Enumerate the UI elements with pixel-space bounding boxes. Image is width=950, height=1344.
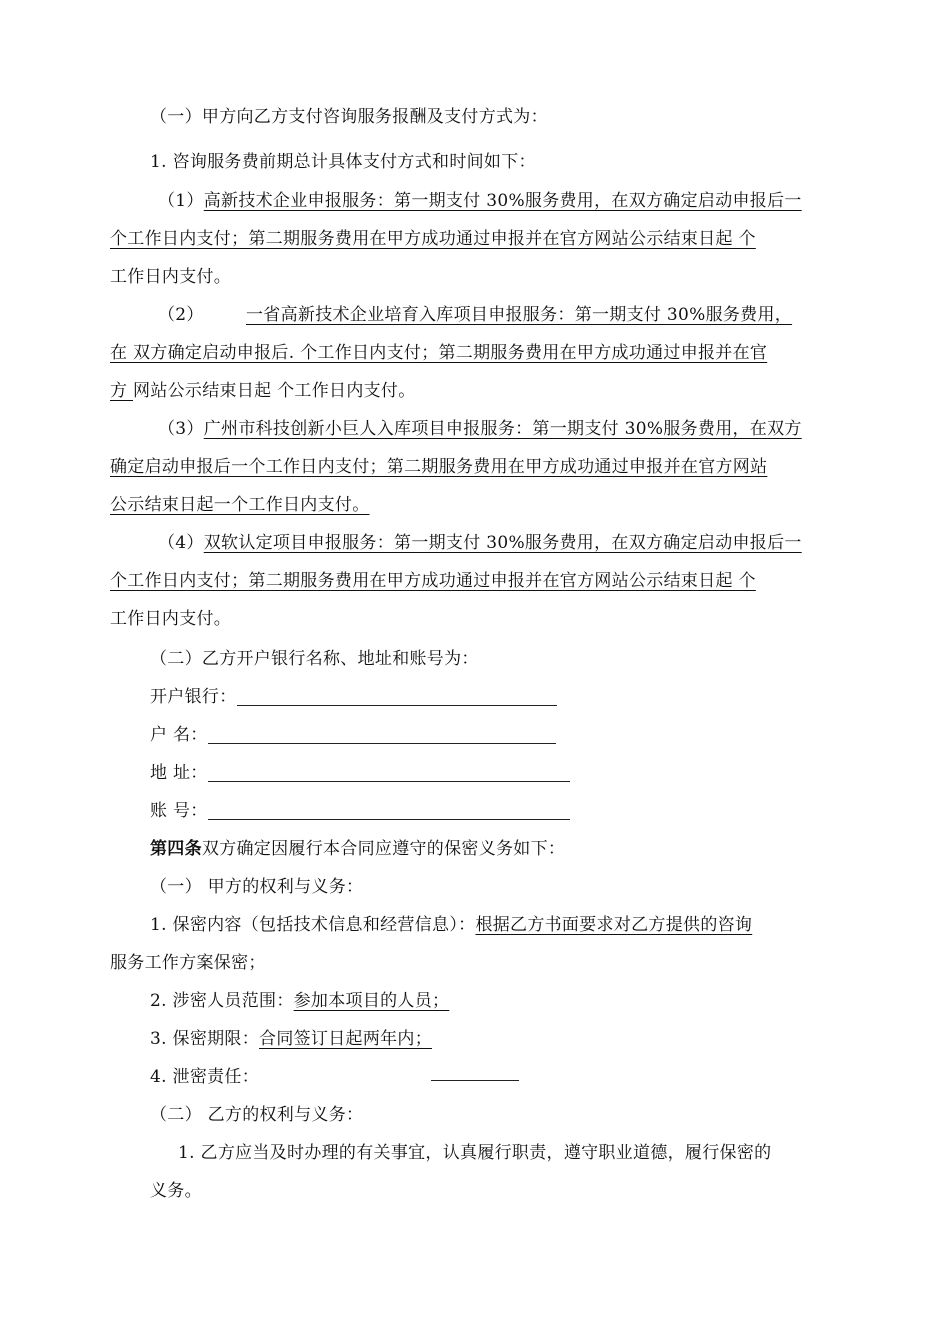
- bank-name-blank: [237, 687, 557, 706]
- clause-1-line-2: 个工作日内支付；第二期服务费用在甲方成功通过申报并在官方网站公示结束日起 个: [110, 229, 756, 249]
- account-holder-row: [150, 722, 556, 748]
- clause-3-line-1: [158, 416, 802, 442]
- party-b-item-1-line-1: 1. 乙方应当及时办理的有关事宜，认真履行职责，遵守职业道德，履行保密的: [178, 1143, 772, 1163]
- clause-2-line-2: 在 双方确定启动申报后. 个工作日内支付；第二期服务费用在甲方成功通过申报并在官: [110, 343, 768, 363]
- clause-1-line-1: [158, 188, 802, 214]
- section-payment-heading: （一）甲方向乙方支付咨询服务报酬及支付方式为：: [150, 107, 548, 127]
- bank-name-row: [150, 684, 557, 710]
- party-b-item-1-line-2: 义务。: [150, 1181, 202, 1201]
- clause-3-line-3: 公示结束日起一个工作日内支付。: [110, 495, 370, 515]
- party-a-item-2-value: 参加本项目的人员；: [293, 991, 450, 1011]
- clause-3-line-2: 确定启动申报后一个工作日内支付；第二期服务费用在甲方成功通过申报并在官方网站: [110, 457, 768, 477]
- article-4-heading: [150, 836, 565, 862]
- payment-item-1: 1. 咨询服务费前期总计具体支付方式和时间如下：: [150, 152, 536, 172]
- party-a-item-3-label: 3. 保密期限：: [150, 1029, 260, 1049]
- clause-4-line-1: [158, 530, 802, 556]
- party-a-item-3: [150, 1026, 432, 1052]
- clause-4-line-2: 个工作日内支付；第二期服务费用在甲方成功通过申报并在官方网站公示结束日起 个: [110, 571, 756, 591]
- party-a-item-1-value: 根据乙方书面要求对乙方提供的咨询: [475, 915, 753, 935]
- account-number-label: 账 号：: [150, 801, 208, 821]
- address-label: 地 址：: [150, 763, 208, 783]
- party-a-item-1-label: 1. 保密内容（包括技术信息和经营信息）：: [150, 915, 476, 935]
- account-holder-label: 户 名：: [150, 725, 208, 745]
- clause-4-number: （4）: [158, 533, 204, 553]
- party-a-heading: （一） 甲方的权利与义务：: [150, 877, 364, 897]
- address-blank: [208, 763, 570, 782]
- clause-2-line-3-rest: 网站公示结束日起 个工作日内支付。: [133, 381, 416, 401]
- party-a-item-2-label: 2. 涉密人员范围：: [150, 991, 294, 1011]
- party-a-item-4: [150, 1064, 259, 1090]
- clause-4-text: 双软认定项目申报服务：第一期支付 30%服务费用，在双方确定启动申报后一: [203, 533, 802, 553]
- party-a-item-1-cont: 服务工作方案保密；: [110, 953, 266, 973]
- party-a-item-4-blank: [431, 1062, 519, 1081]
- clause-2-number: （2）: [158, 305, 204, 325]
- clause-2-line-3-start: 方: [110, 381, 134, 401]
- address-row: [150, 760, 570, 786]
- section-bank-heading: （二）乙方开户银行名称、地址和账号为：: [150, 649, 479, 669]
- article-4-number: 第四条: [150, 839, 202, 859]
- clause-3-text: 广州市科技创新小巨人入库项目申报服务：第一期支付 30%服务费用，在双方: [203, 419, 802, 439]
- account-number-blank: [208, 801, 570, 820]
- party-a-item-3-value: 合同签订日起两年内；: [259, 1029, 433, 1049]
- party-a-item-2: [150, 988, 449, 1014]
- clause-3-number: （3）: [158, 419, 204, 439]
- account-holder-blank: [208, 725, 556, 744]
- account-number-row: [150, 798, 570, 824]
- clause-1-number: （1）: [158, 191, 204, 211]
- clause-1-line-3: 工作日内支付。: [110, 267, 232, 287]
- clause-2-line-3: [110, 378, 416, 404]
- clause-1-text: 高新技术企业申报服务：第一期支付 30%服务费用，在双方确定启动申报后一: [203, 191, 802, 211]
- article-4-title: 双方确定因履行本合同应遵守的保密义务如下：: [201, 839, 566, 859]
- party-a-item-1: [150, 912, 752, 938]
- clause-4-line-3: 工作日内支付。: [110, 609, 232, 629]
- party-a-item-4-label: 4. 泄密责任：: [150, 1067, 260, 1087]
- party-b-heading: （二） 乙方的权利与义务：: [150, 1105, 364, 1125]
- bank-name-label: 开户银行：: [150, 687, 237, 707]
- clause-2-line-1: 一省高新技术企业培育入库项目申报服务：第一期支付 30%服务费用，: [246, 305, 793, 325]
